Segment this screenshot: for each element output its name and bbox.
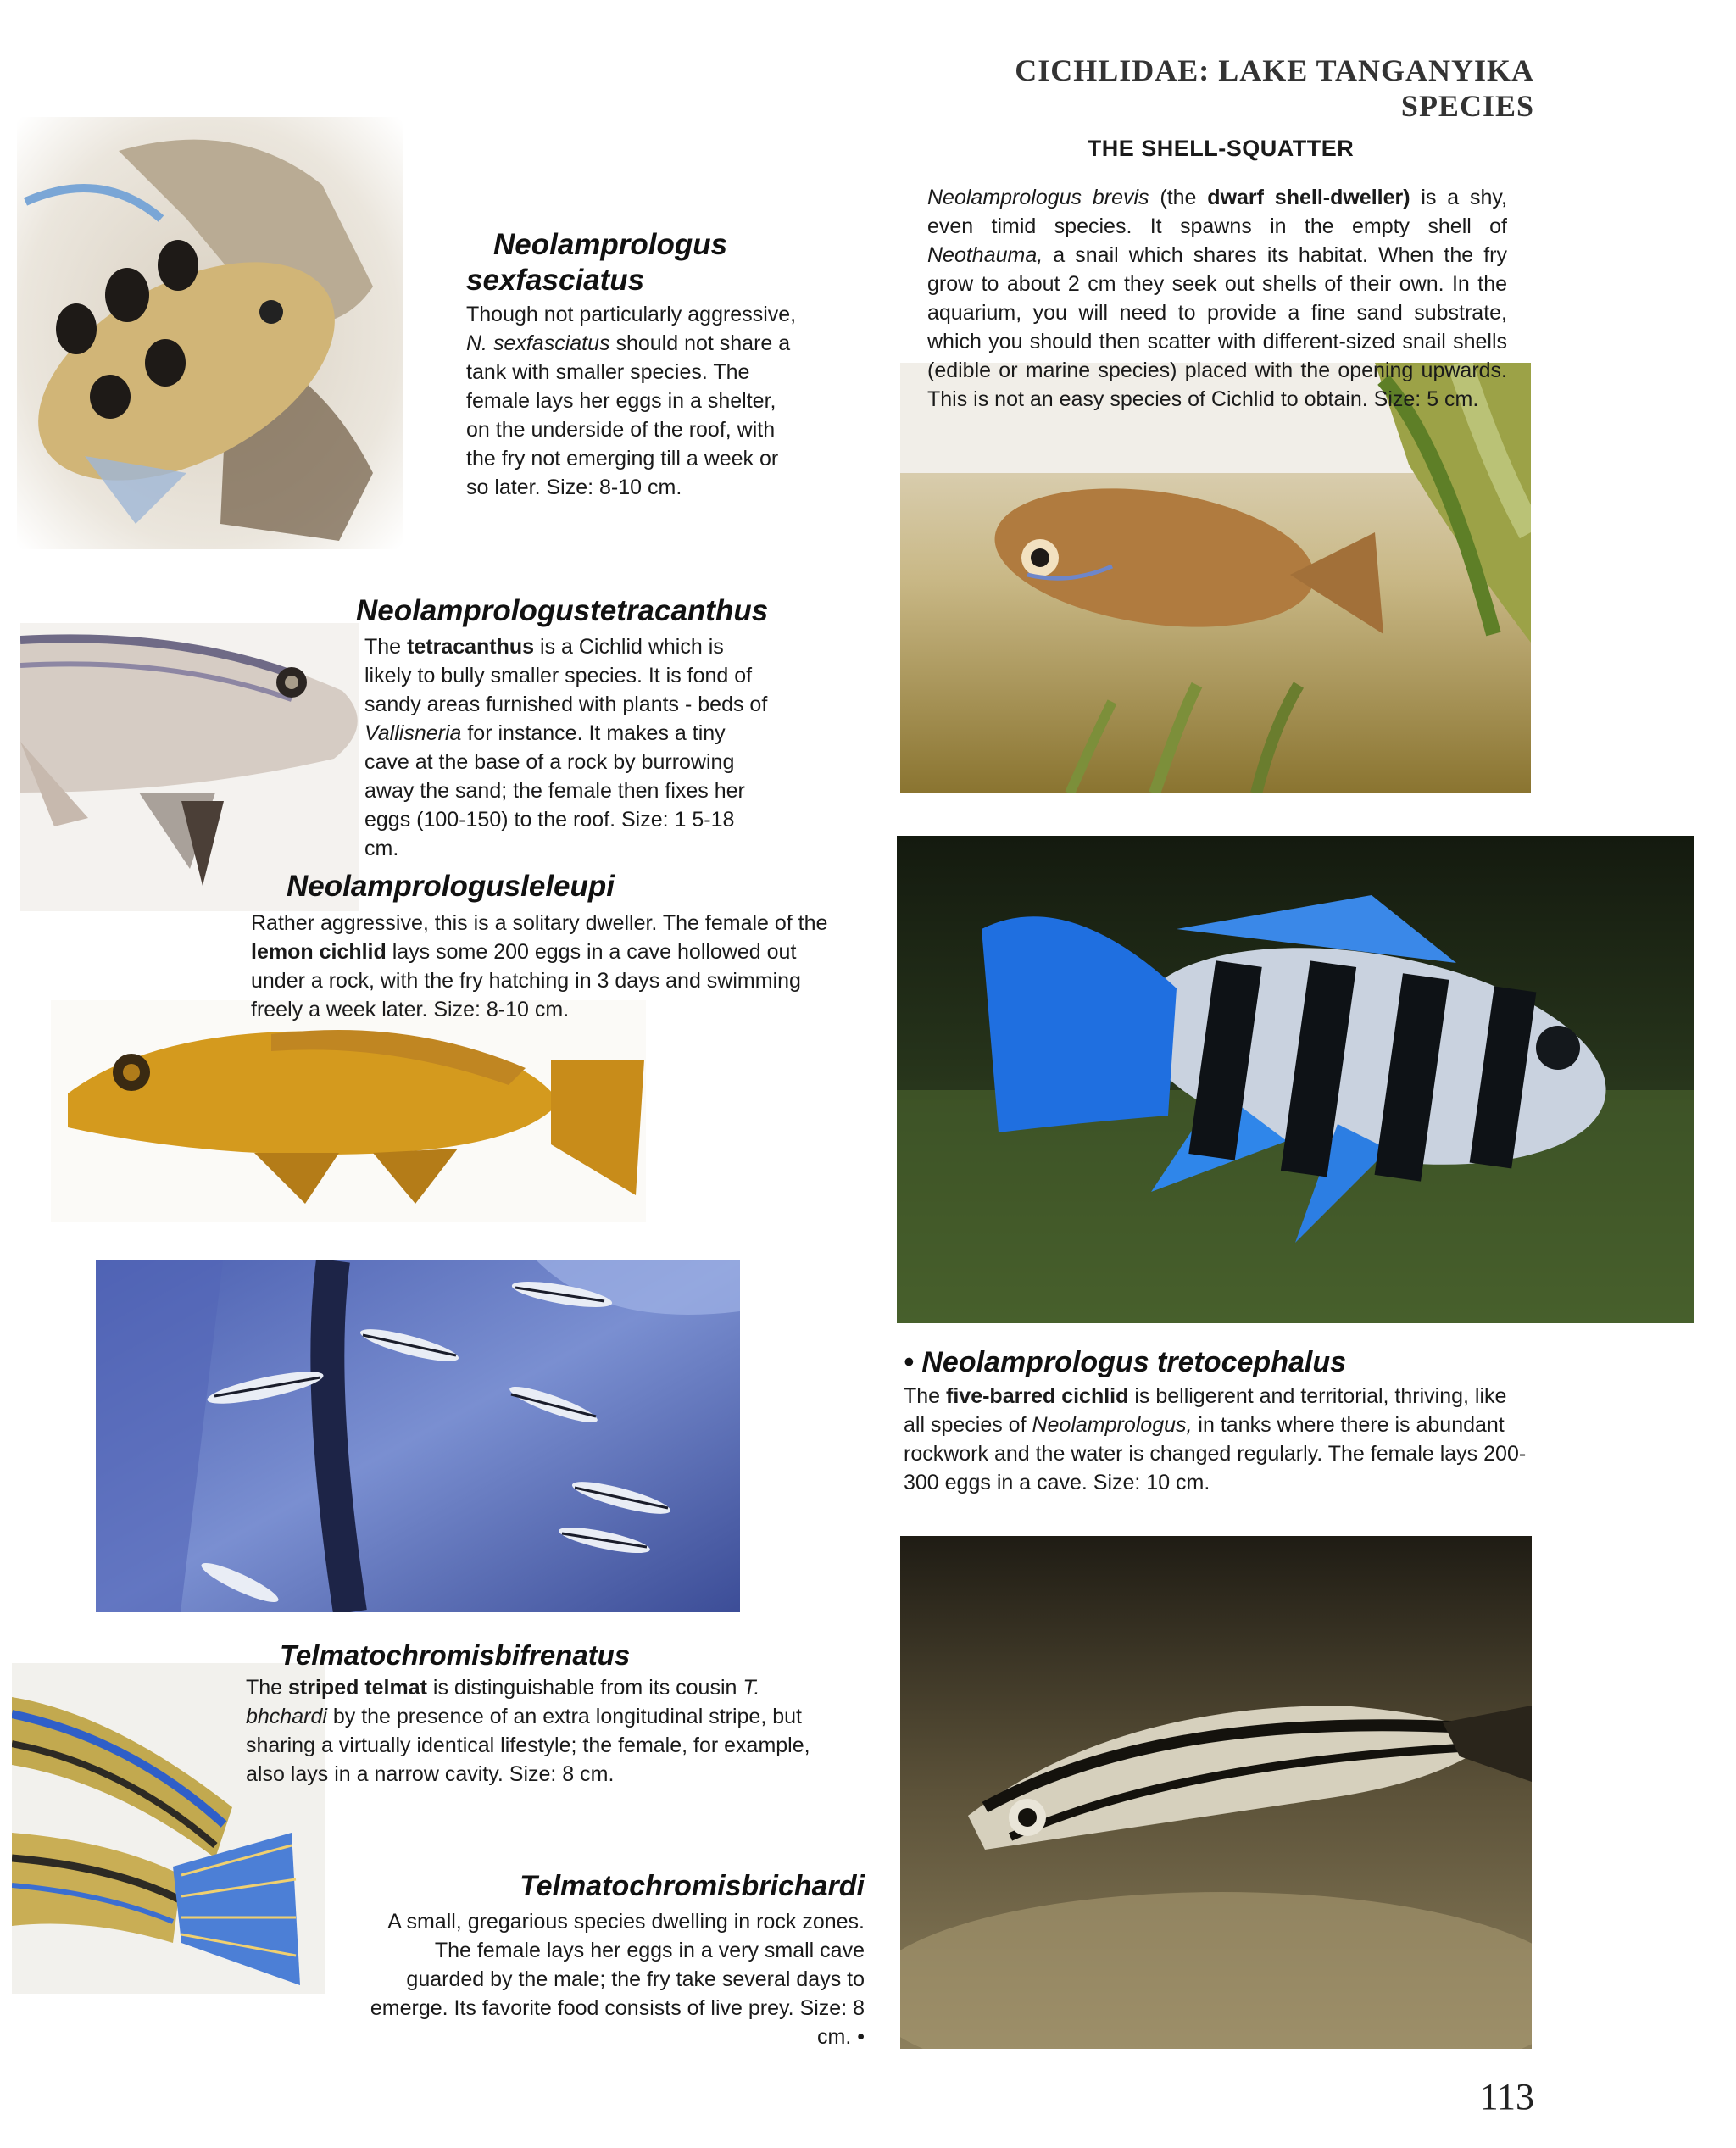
bifrenatus-text: The striped telmat is distinguishable from its cousin T. bhchardi by the presence of an extra longitudinal stripe, but sharing a virtually identical lifestyle; the female, for example, also lays in a narrow cavity. Size: 8 cm. xyxy=(246,1676,810,1786)
species-name: Neolamprologus brevis xyxy=(927,186,1149,209)
brichardi-photo xyxy=(900,1536,1532,2049)
brevis-photo xyxy=(900,363,1531,793)
brichardi-title: Telmatochromisbrichardi xyxy=(520,1870,865,1902)
sexfasciatus-photo xyxy=(17,117,403,549)
leleupi-title: Neolamprologusleleupi xyxy=(287,870,615,903)
tetracanthus-text: The tetracanthus is a Cichlid which is likely to bully smaller species. It is fond of sandy areas furnished with plants - beds of Vallisneria for instance. It makes a tiny cave at the base of a rock by burrowing away the sand; the female then fixes her eggs (100-150) to the roof. Size: 1 5-18 cm. xyxy=(364,635,768,860)
tetracanthus-title: Neolamprologustetracanthus xyxy=(356,594,769,627)
leleupi-photo xyxy=(51,1000,646,1222)
shell-box-text: Neolamprologus brevis (the dwarf shell-dweller) is a shy, even timid species. It spawns in the empty shell of Neothauma, a snail which shares its habitat. When the fry grow to about 2 cm they seek out shells of their own. In the aquarium, you will need to provide a fine sand substrate, which you should then scatter with different-sized snail shells (edible or marine species) placed with the opening upwards. This is not an easy species of Cichlid to obtain. Size: 5 cm. xyxy=(927,186,1507,411)
brichardi-text: A small, gregarious species dwelling in rock zones. The female lays her eggs in a very small cave guarded by the male; the fry take several days to emerge. Its favorite food consists of live prey. Size: 8 cm. • xyxy=(370,1910,865,2049)
tretocephalus-text: The five-barred cichlid is belligerent and territorial, thriving, like all species of Neolamprologus, in tanks where there is abundant rockwork and the water is changed regularly. The female lays 200-300 eggs in a cave. Size: 10 cm. xyxy=(904,1384,1527,1494)
tretocephalus-title: • Neolamprologus tretocephalus xyxy=(904,1346,1346,1378)
bullet: • xyxy=(904,1346,914,1378)
tretocephalus-photo xyxy=(897,836,1694,1323)
page-number: 113 xyxy=(1479,2076,1534,2117)
common-name: dwarf shell-dweller) xyxy=(1207,186,1410,209)
genus-name: Neothauma, xyxy=(927,243,1043,267)
sexfasciatus-text: Though not particularly aggressive, N. sexfasciatus should not share a tank with smaller species. The female lays her eggs in a shelter, on the underside of the roof, with the fry not emerging till a week or so later. Size: 8-10 cm. xyxy=(466,303,797,499)
school-photo xyxy=(96,1260,740,1612)
page-header: CICHLIDAE: LAKE TANGANYIKA SPECIES xyxy=(1015,53,1534,123)
sexfasciatus-title: Neolamprologus sexfasciatus xyxy=(466,228,728,297)
leleupi-text: Rather aggressive, this is a solitary dweller. The female of the lemon cichlid lays some 200 eggs in a cave hollowed out under a rock, with the fry hatching in 3 days and swimming freely a week later. Size: 8-10 cm. xyxy=(251,911,828,1021)
bifrenatus-title: Telmatochromisbifrenatus xyxy=(280,1639,631,1671)
shell-box-title: THE SHELL-SQUATTER xyxy=(1087,136,1355,161)
